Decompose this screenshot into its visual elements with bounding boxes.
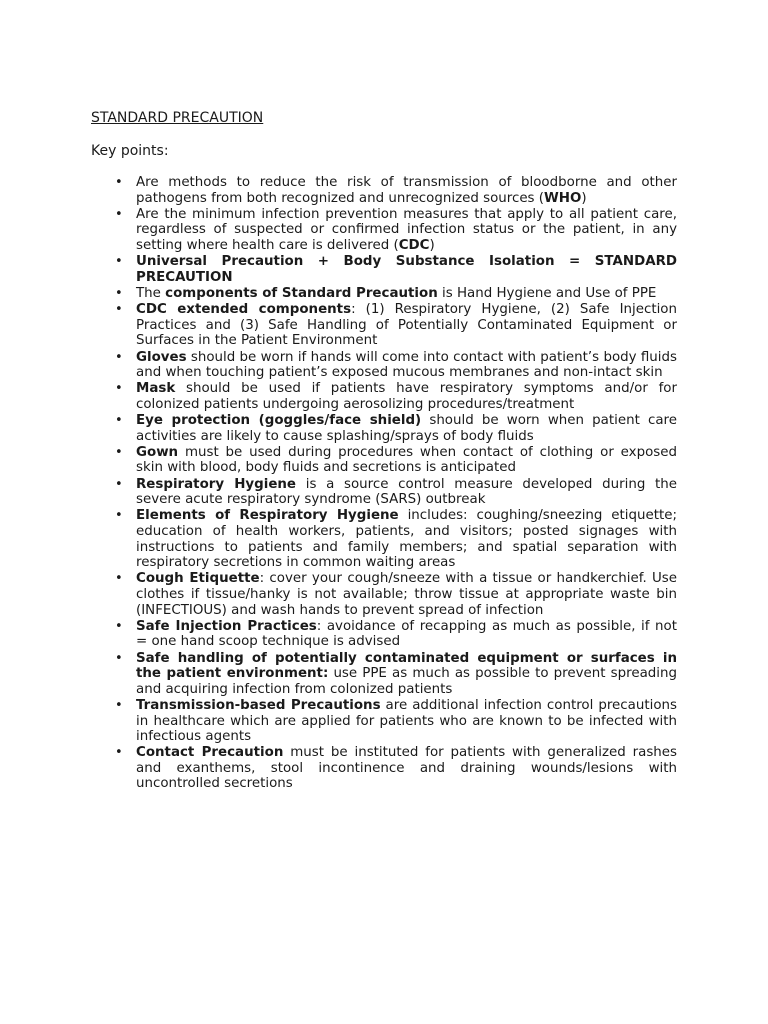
bullet-icon: • xyxy=(115,476,123,492)
list-item xyxy=(91,286,677,302)
list-item xyxy=(91,381,677,412)
bullet-icon: • xyxy=(115,745,123,761)
bold-text: components of Standard Precaution xyxy=(165,285,438,301)
list-item-text: : (1) Respiratory Hygiene, (2) Safe Injection Practices and (3) Safe Handling of Potentially Contaminated Equipment or Surfaces in the Patient Environment xyxy=(136,302,677,349)
bullet-icon: • xyxy=(115,206,123,222)
list-item xyxy=(91,508,677,570)
document-page xyxy=(91,110,677,793)
bullet-icon: • xyxy=(115,381,123,397)
bold-text: Respiratory Hygiene xyxy=(136,476,297,492)
bold-text: CDC extended components xyxy=(136,302,352,318)
bullet-icon: • xyxy=(115,618,123,634)
list-item-text: Are methods to reduce the risk of transmission of bloodborne and other pathogens from both recognized and unrecognized sources ( xyxy=(136,175,677,206)
list-item xyxy=(91,413,677,444)
list-item-text: ) xyxy=(581,190,587,206)
bold-text: Gown xyxy=(136,444,179,460)
list-item xyxy=(91,651,677,698)
list-item-text: must be instituted for patients with generalized rashes and exanthems, stool incontinence and draining wounds/lesions with uncontrolled secretions xyxy=(136,745,677,792)
bullet-icon: • xyxy=(115,175,123,190)
list-item xyxy=(91,445,677,476)
bullet-icon: • xyxy=(115,349,123,365)
bullet-icon: • xyxy=(115,254,123,270)
key-points-list xyxy=(91,175,677,792)
list-item-text: use PPE as much as possible to prevent spreading and acquiring infection from colonized patients xyxy=(136,666,677,697)
bold-text: Transmission-based Precautions xyxy=(136,697,381,713)
bold-text: Eye protection (goggles/face shield) xyxy=(136,413,422,429)
list-item-text: ) xyxy=(429,237,435,253)
bold-text: Mask xyxy=(136,381,176,397)
bold-text: Safe handling of potentially contaminated equipment or surfaces in the patient environment: xyxy=(136,650,677,682)
bullet-icon: • xyxy=(115,697,123,713)
bullet-icon: • xyxy=(115,302,123,318)
list-item xyxy=(91,698,677,745)
list-item xyxy=(91,571,677,618)
bold-text: Universal Precaution + Body Substance Isolation = STANDARD PRECAUTION xyxy=(136,254,677,285)
list-item xyxy=(91,254,677,285)
list-item xyxy=(91,207,677,254)
list-item xyxy=(91,302,677,349)
bullet-icon: • xyxy=(115,508,123,524)
list-item-text: should be used if patients have respiratory symptoms and/or for colonized patients undergoing aerosolizing procedures/treatment xyxy=(136,381,677,412)
list-item xyxy=(91,619,677,650)
list-item-text: : cover your cough/sneeze with a tissue or handkerchief. Use clothes if tissue/hanky is not available; throw tissue at appropriate waste bin (INFECTIOUS) and wash hands to prevent spread of infection xyxy=(136,571,678,618)
bold-text: CDC xyxy=(398,237,430,253)
list-item-text: is a source control measure developed during the severe acute respiratory syndrome (SARS) outbreak xyxy=(136,476,677,508)
list-item xyxy=(91,745,677,792)
list-item-text: : avoidance of recapping as much as possible, if not = one hand scoop technique is advised xyxy=(136,618,677,650)
list-item-text: must be used during procedures when contact of clothing or exposed skin with blood, body fluids and secretions is anticipated xyxy=(136,444,677,476)
list-item-text: should be worn if hands will come into contact with patient’s body fluids and when touching patient’s exposed mucous membranes and non-intact skin xyxy=(136,349,677,381)
list-item xyxy=(91,477,677,508)
bold-text: Contact Precaution xyxy=(136,745,284,761)
bold-text: Elements of Respiratory Hygiene xyxy=(136,508,399,524)
list-item-text: are additional infection control precautions in healthcare which are applied for patients who are known to be infected with infectious agents xyxy=(136,697,677,745)
list-item xyxy=(91,350,677,381)
key-points-heading: Key points: xyxy=(91,143,169,159)
list-item-text: Are the minimum infection prevention measures that apply to all patient care, regardless of suspected or confirmed infection status or the patient, in any setting where health care is delivered ( xyxy=(136,206,677,253)
bold-text: Gloves xyxy=(136,349,187,365)
list-item-text: includes: coughing/sneezing etiquette; education of health workers, patients, and visitors; posted signages with instructions to patients and family members; and spatial separation with respiratory secretions in common waiting areas xyxy=(136,508,677,571)
document-title: STANDARD PRECAUTION xyxy=(91,110,264,126)
bullet-icon: • xyxy=(115,413,123,429)
list-item-text: is Hand Hygiene and Use of PPE xyxy=(437,285,657,301)
bold-text: WHO xyxy=(544,190,582,206)
bullet-icon: • xyxy=(115,650,123,666)
list-item xyxy=(91,175,677,206)
list-item-text: The xyxy=(136,285,166,301)
bold-text: Cough Etiquette xyxy=(136,571,260,587)
bold-text: Safe Injection Practices xyxy=(136,618,317,634)
bullet-icon: • xyxy=(115,285,123,301)
list-item-text: should be worn when patient care activities are likely to cause splashing/sprays of body fluids xyxy=(136,413,678,444)
bullet-icon: • xyxy=(115,444,123,460)
bullet-icon: • xyxy=(115,571,123,587)
